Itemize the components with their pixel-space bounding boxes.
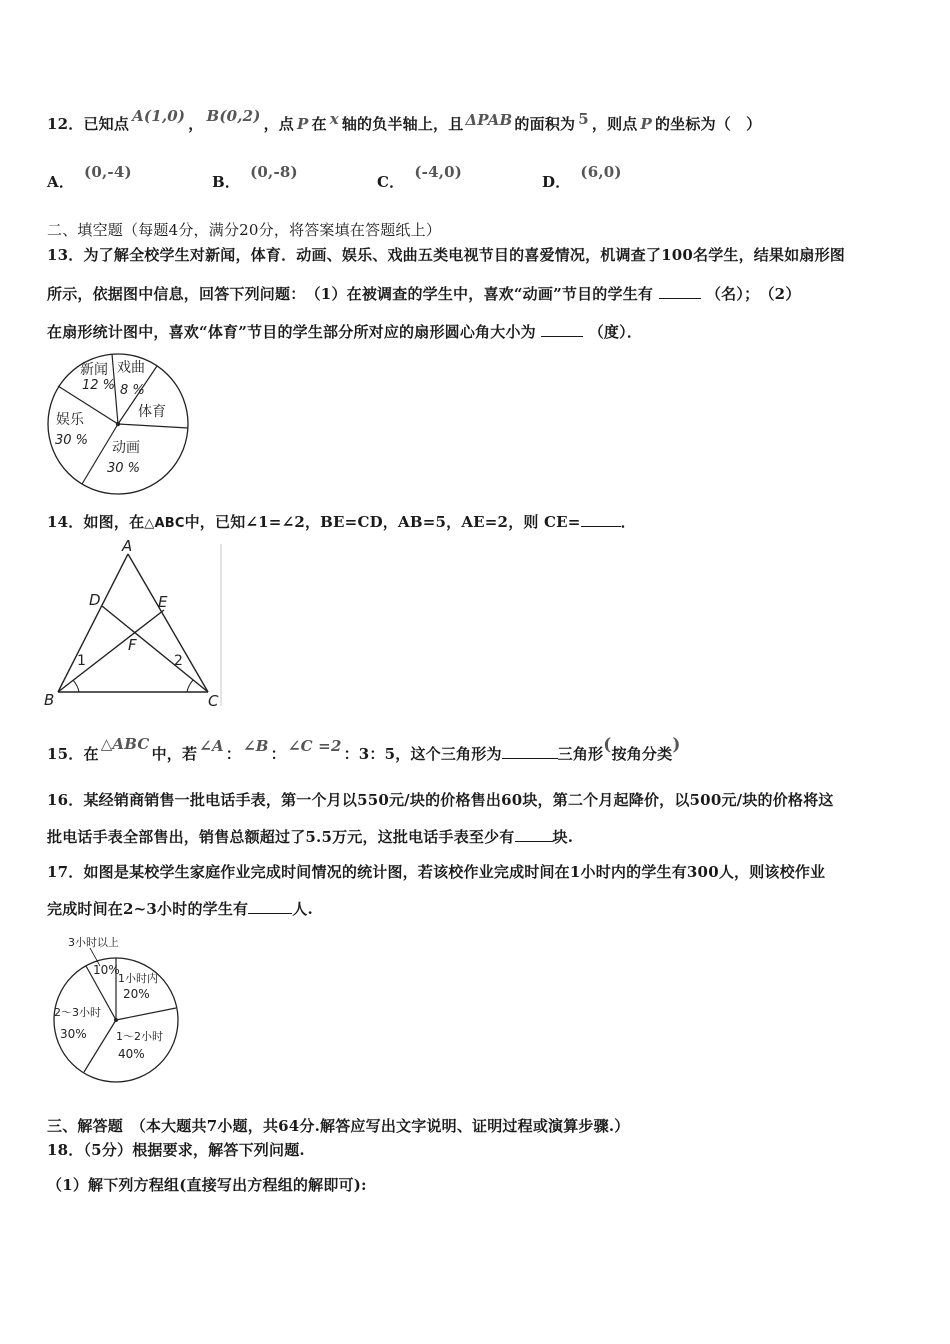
q16-line1: 16．某经销商销售一批电话手表，第一个月以550元/块的价格售出60块，第二个月起降价，以500元/块的价格将这 [47,791,834,809]
pie-pct-animation: 30 % [107,461,141,476]
q12-option-c: C．(-4,0) [377,163,463,191]
pie-pct-opera: 8 % [120,383,145,398]
pie2-pct-over3h: 10% [93,963,120,977]
q17-blank[interactable] [248,899,292,914]
pie2-pct-1to2h: 40% [118,1047,145,1061]
triangle-figure [40,540,225,710]
q13-line1: 13．为了解全校学生对新闻，体育．动画、娱乐、戏曲五类电视节目的喜爱情况，机调查了100名学生，结果如扇形图 [47,246,845,264]
q13-blank-1[interactable] [659,284,701,299]
q18-line2: （1）解下列方程组(直接写出方程组的解即可): [47,1176,367,1194]
pie2-pct-under1h: 20% [123,987,150,1001]
triangle-pab: ΔPAB [465,111,513,129]
q12-stem: 12．已知点 A(1,0) ， B(0,2) ，点 P 在 x 轴的负半轴上，且 ΔPAB 的面积为 5 ，则点 P 的坐标为（ ） [47,107,762,133]
pie-label-opera: 戏曲 [117,360,145,376]
pie-label-sports: 体育 [138,404,166,420]
label-b: B [44,691,55,709]
q18-line1: 18．（5分）根据要求，解答下列问题. [47,1141,305,1159]
angle-mark-1 [73,680,79,692]
section2-title: 二、填空题（每题4分，满分20分，将答案填在答题纸上） [47,221,442,239]
pie-pct-entertainment: 30 % [55,433,89,448]
pie2-pct-2to3h: 30% [60,1027,87,1041]
pie2-label-1to2h: 1～2小时 [116,1030,163,1043]
label-d: D [89,591,101,609]
side-ab [58,554,128,692]
segment-be [58,610,164,692]
label-c: C [208,692,219,710]
pie-divider-4 [118,424,188,428]
pie2-label-over3h: 3小时以上 [68,936,119,949]
point-a: A(1,0) [132,107,186,125]
pie-center [116,422,120,426]
pie2-center [114,1018,118,1022]
tv-program-pie-chart [44,352,192,498]
q14-blank[interactable] [581,512,621,527]
label-e: E [158,593,168,611]
q17-line1: 17．如图是某校学生家庭作业完成时间情况的统计图，若该校作业完成时间在1小时内的学生有300人，则该校作业 [47,863,826,881]
q15-triangle: △ABC [100,735,150,753]
q12-option-a: A．(0,-4) [47,163,132,191]
angle-mark-2 [187,680,193,692]
q17-line2: 完成时间在2~3小时的学生有 人. [47,900,313,918]
q12-option-d: D．(6,0) [542,163,622,191]
q15-blank[interactable] [502,744,558,759]
q12-option-b: B．(0,-8) [212,163,298,191]
pie2-divider-4 [84,1020,116,1072]
pie-pct-news: 12 % [82,378,116,393]
label-f: F [128,636,137,654]
q14-triangle: △ABC [144,516,185,531]
pie2-label-under1h: 1小时内 [118,972,158,985]
q16-line2: 批电话手表全部售出，销售总额超过了5.5万元，这批电话手表至少有 块. [47,828,574,846]
pie-label-news: 新闻 [80,362,108,378]
label-angle-1: 1 [77,653,86,669]
pie-label-entertainment: 娱乐 [56,412,84,428]
segment-cd [102,606,208,692]
q16-blank[interactable] [515,827,553,842]
pie2-divider-3 [116,1008,176,1020]
label-angle-2: 2 [174,653,183,669]
q13-line3: 在扇形统计图中，喜欢“体育”节目的学生部分所对应的扇形圆心角大小为 （度）． [47,323,643,341]
q12-number: 12． [47,115,84,133]
side-ac [128,554,208,692]
q13-line2: 所示，依据图中信息，回答下列问题： （1）在被调查的学生中，喜欢“动画”节目的学生有 （名）； （2） [47,285,801,303]
label-a: A [122,540,133,555]
pie-label-animation: 动画 [112,440,140,456]
section3-title: 三、解答题 （本大题共7小题，共64分.解答应写出文字说明、证明过程或演算步骤.） [47,1117,630,1135]
point-b: B(0,2) [206,107,261,125]
homework-time-pie-chart [48,930,182,1086]
q13-blank-2[interactable] [541,322,583,337]
q14-stem: 14．如图，在△ABC中，已知∠1=∠2，BE=CD，AB=5，AE=2，则 CE= ． [47,513,636,531]
q15-stem: 15．在△ABC中，若 ∠A ： ∠B ： ∠C =2 ：3：5，这个三角形为 三角形(按角分类) [47,735,681,763]
pie2-label-2to3h: 2～3小时 [54,1006,101,1019]
